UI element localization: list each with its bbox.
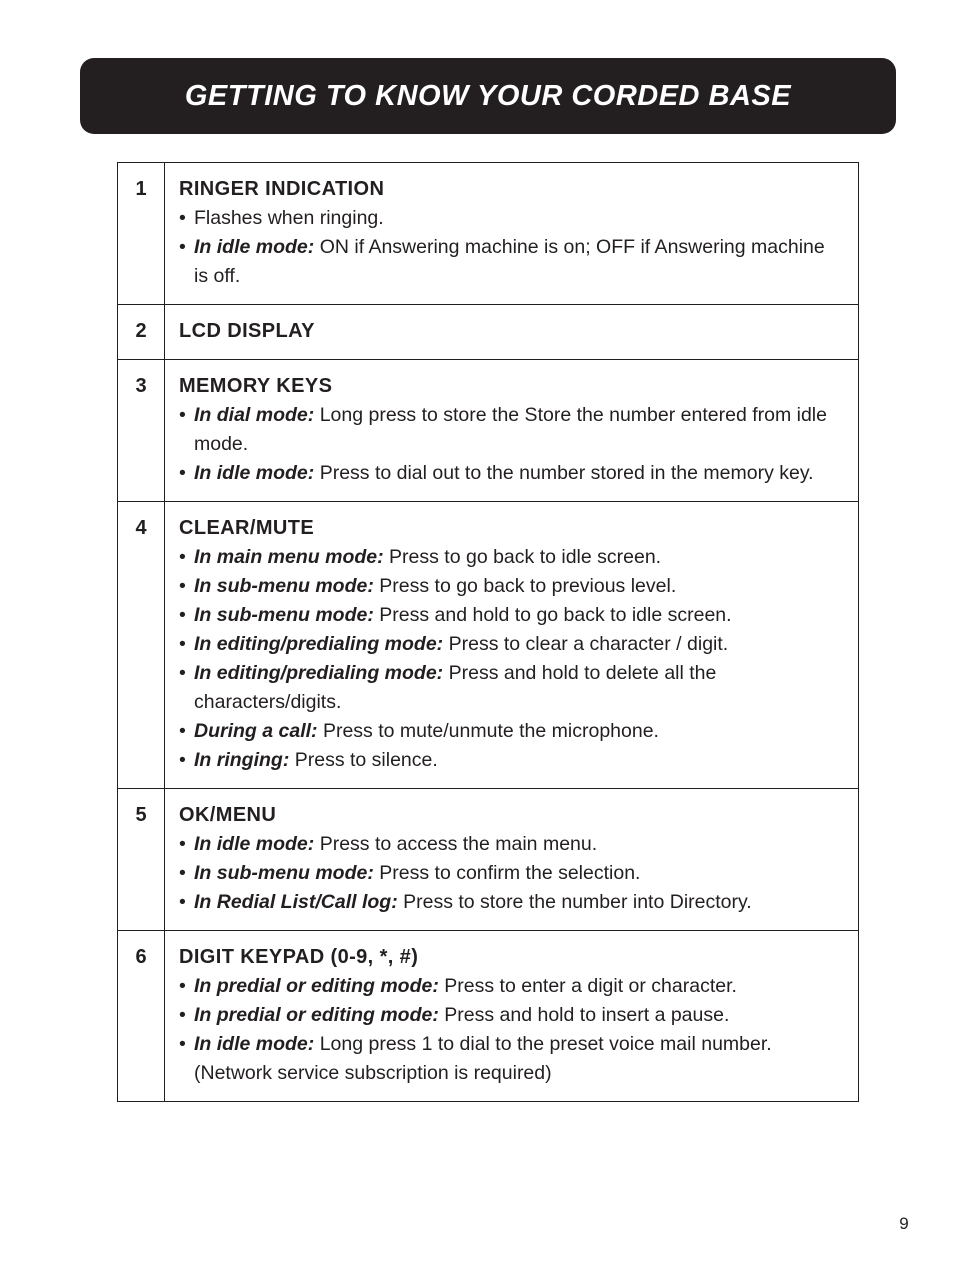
table-row [118, 931, 859, 1102]
item-number: 4 [118, 502, 165, 789]
bullet-icon: • [179, 546, 186, 568]
bullet-text: Press and hold to delete all the characters/digits. [194, 662, 717, 713]
bullet-item [179, 543, 844, 572]
bullet-text: Press and hold to go back to idle screen. [379, 604, 732, 626]
bullet-mode: During a call: [194, 720, 318, 742]
bullet-item [179, 572, 844, 601]
bullet-mode: In main menu mode: [194, 546, 384, 568]
bullet-mode: In predial or editing mode: [194, 1004, 439, 1026]
item-title: MEMORY KEYS [179, 375, 333, 397]
bullet-icon: • [179, 633, 186, 655]
page-number: 9 [899, 1214, 909, 1233]
bullet-item [179, 204, 844, 233]
table-row [118, 163, 859, 305]
bullet-item [179, 830, 844, 859]
bullet-item [179, 717, 844, 746]
bullet-icon: • [179, 236, 186, 258]
features-table [117, 162, 859, 1102]
bullet-item [179, 1030, 844, 1088]
bullet-mode: In idle mode: [194, 1033, 315, 1055]
bullet-icon: • [179, 662, 186, 684]
bullet-text: Long press 1 to dial to the preset voice mail number. (Network service subscription is required) [194, 1033, 772, 1084]
bullet-text: Press to mute/unmute the microphone. [322, 720, 659, 742]
table-row [118, 502, 859, 789]
table-row [118, 305, 859, 360]
bullet-item [179, 859, 844, 888]
item-number: 3 [118, 360, 165, 502]
page-title: GETTING TO KNOW YOUR CORDED BASE [184, 79, 792, 112]
bullet-mode: In idle mode: [194, 462, 315, 484]
features-table-body [118, 163, 859, 1102]
bullet-mode: In Redial List/Call log: [194, 891, 398, 913]
table-row [118, 360, 859, 502]
item-number: 5 [118, 789, 165, 931]
bullet-icon: • [179, 1004, 186, 1026]
bullet-item [179, 401, 844, 459]
bullet-mode: In predial or editing mode: [194, 975, 439, 997]
bullet-icon: • [179, 975, 186, 997]
bullet-item [179, 459, 844, 488]
bullet-text: ON if Answering machine is on; OFF if Answering machine is off. [194, 236, 825, 287]
item-description [165, 163, 859, 305]
bullet-item [179, 972, 844, 1001]
item-description [165, 360, 859, 502]
bullet-item [179, 601, 844, 630]
bullet-icon: • [179, 404, 186, 426]
bullet-icon: • [179, 833, 186, 855]
bullet-icon: • [179, 862, 186, 884]
item-title: CLEAR/MUTE [179, 517, 315, 539]
bullet-item [179, 233, 844, 291]
bullet-mode: In editing/predialing mode: [194, 662, 444, 684]
bullet-icon: • [179, 749, 186, 771]
bullet-item [179, 630, 844, 659]
item-number: 6 [118, 931, 165, 1102]
bullet-text: Press to enter a digit or character. [444, 975, 737, 997]
bullet-item [179, 888, 844, 917]
item-description [165, 931, 859, 1102]
bullet-item [179, 746, 844, 775]
item-title: DIGIT KEYPAD (0-9, *, #) [179, 946, 419, 968]
bullet-item [179, 1001, 844, 1030]
bullet-icon: • [179, 1033, 186, 1055]
item-number: 1 [118, 163, 165, 305]
bullet-mode: In ringing: [194, 749, 290, 771]
table-row [118, 789, 859, 931]
bullet-text: Press to silence. [294, 749, 438, 771]
item-title: OK/MENU [179, 804, 277, 826]
bullet-text: Press to dial out to the number stored in the memory key. [319, 462, 814, 484]
bullet-mode: In idle mode: [194, 236, 315, 258]
item-description [165, 502, 859, 789]
bullet-text: Press and hold to insert a pause. [444, 1004, 730, 1026]
bullet-mode: In dial mode: [194, 404, 315, 426]
bullet-text: Press to clear a character / digit. [448, 633, 729, 655]
item-description [165, 789, 859, 931]
bullet-text: Long press to store the Store the number entered from idle mode. [194, 404, 827, 455]
item-number: 2 [118, 305, 165, 360]
bullet-text: Press to go back to previous level. [379, 575, 677, 597]
bullet-text: Press to store the number into Directory. [403, 891, 752, 913]
item-description [165, 305, 859, 360]
bullet-icon: • [179, 891, 186, 913]
bullet-mode: In sub-menu mode: [194, 862, 374, 884]
bullet-mode: In idle mode: [194, 833, 315, 855]
bullet-mode: In editing/predialing mode: [194, 633, 444, 655]
bullet-text: Press to confirm the selection. [379, 862, 641, 884]
item-title: RINGER INDICATION [179, 178, 385, 200]
bullet-item [179, 659, 844, 717]
bullet-icon: • [179, 462, 186, 484]
bullet-icon: • [179, 575, 186, 597]
bullet-icon: • [179, 604, 186, 626]
bullet-mode: In sub-menu mode: [194, 604, 374, 626]
item-title: LCD DISPLAY [179, 320, 315, 342]
bullet-text: Press to go back to idle screen. [389, 546, 662, 568]
bullet-text: Flashes when ringing. [194, 207, 384, 229]
bullet-icon: • [179, 207, 186, 229]
bullet-icon: • [179, 720, 186, 742]
header-banner [80, 58, 896, 134]
bullet-text: Press to access the main menu. [319, 833, 598, 855]
bullet-mode: In sub-menu mode: [194, 575, 374, 597]
